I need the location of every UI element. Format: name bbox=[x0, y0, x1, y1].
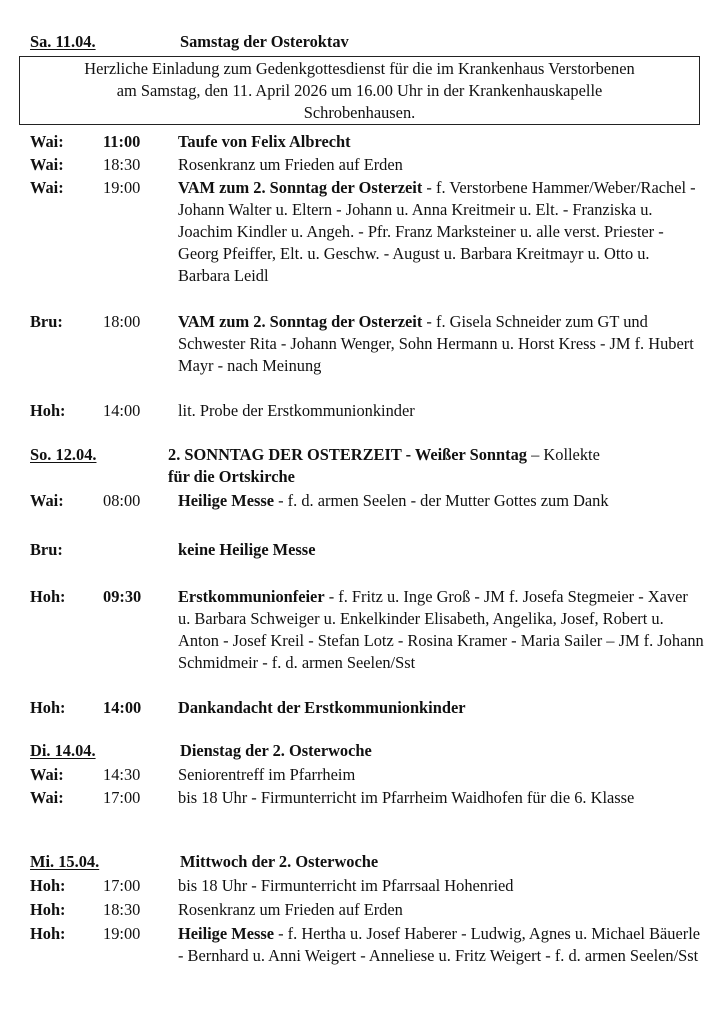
entry-description bbox=[178, 764, 704, 786]
day-header bbox=[30, 740, 700, 762]
day-header bbox=[30, 31, 700, 53]
notice-box bbox=[19, 56, 700, 125]
entry-description bbox=[178, 154, 704, 176]
day-title-line2: für die Ortskirche bbox=[168, 467, 295, 486]
entry-description bbox=[178, 787, 704, 809]
day-title: Dienstag der 2. Osterwoche bbox=[180, 741, 372, 760]
entry-time: 18:00 bbox=[103, 312, 141, 331]
day-header bbox=[30, 444, 700, 488]
entry-description bbox=[178, 697, 704, 719]
entry-title: Taufe von Felix Albrecht bbox=[178, 132, 351, 151]
day-date: Mi. 15.04. bbox=[30, 852, 100, 871]
entry-title: VAM zum 2. Sonntag der Osterzeit bbox=[178, 312, 423, 331]
entry-description bbox=[178, 539, 704, 561]
entry-details: Rosenkranz um Frieden auf Erden bbox=[178, 155, 403, 174]
day-title bbox=[168, 444, 708, 488]
entry-description bbox=[178, 131, 704, 153]
entry-time: 11:00 bbox=[103, 132, 141, 151]
day-title-collection: – Kollekte bbox=[527, 445, 600, 464]
entry-time: 08:00 bbox=[103, 491, 141, 510]
notice-line: Schrobenhausen. bbox=[303, 103, 416, 122]
entry-details: bis 18 Uhr - Firmunterricht im Pfarrheim Waidhofen für die 6. Klasse bbox=[178, 788, 635, 807]
entry-title: VAM zum 2. Sonntag der Osterzeit bbox=[178, 178, 423, 197]
entry-details: Rosenkranz um Frieden auf Erden bbox=[178, 900, 403, 919]
entry-location: Hoh: bbox=[30, 900, 66, 919]
entry-location: Wai: bbox=[30, 155, 64, 174]
day-title: Mittwoch der 2. Osterwoche bbox=[180, 852, 379, 871]
entry-details: - f. d. armen Seelen - der Mutter Gottes zum Dank bbox=[274, 491, 609, 510]
entry-title: Heilige Messe bbox=[178, 924, 275, 943]
entry-title: Dankandacht der Erstkommunionkinder bbox=[178, 698, 466, 717]
entry-details: - f. Gisela Schneider zum GT und Schwester Rita - Johann Wenger, Sohn Hermann u. Horst Kress - JM f. Hubert Mayr - nach Meinung bbox=[178, 312, 694, 375]
day-header bbox=[30, 851, 700, 873]
entry-description bbox=[178, 311, 704, 377]
notice-line: Herzliche Einladung zum Gedenkgottesdienst für die im Krankenhaus Verstorbenen bbox=[84, 59, 635, 78]
entry-location: Wai: bbox=[30, 178, 64, 197]
day-title: Samstag der Osteroktav bbox=[180, 32, 349, 51]
entry-location: Hoh: bbox=[30, 401, 66, 420]
entry-time: 19:00 bbox=[103, 924, 141, 943]
entry-details: - f. Verstorbene Hammer/Weber/Rachel - Johann Walter u. Eltern - Johann u. Anna Kreitmeir u. Elt. - Franziska u. Joachim Kindler u. Angeh. - Pfr. Franz Marksteiner u. alle verst. Priester - Georg Pfeiffer, Elt. u. Geschw. - August u. Barbara Kreitmayr u. Otto u. Barbara Leidl bbox=[178, 178, 696, 285]
entry-time: 14:00 bbox=[103, 698, 142, 717]
entry-location: Wai: bbox=[30, 132, 64, 151]
notice-line: am Samstag, den 11. April 2026 um 16.00 Uhr in der Krankenhauskapelle bbox=[116, 81, 603, 100]
entry-description bbox=[178, 875, 704, 897]
entry-location: Wai: bbox=[30, 788, 64, 807]
entry-location: Wai: bbox=[30, 491, 64, 510]
entry-time: 09:30 bbox=[103, 587, 142, 606]
day-title-main: 2. SONNTAG DER OSTERZEIT - Weißer Sonntag bbox=[168, 445, 528, 464]
entry-details: - f. Hertha u. Josef Haberer - Ludwig, Agnes u. Michael Bäuerle - Bernhard u. Anni Weigert - Anneliese u. Fritz Weigert - f. d. armen Seelen/Sst bbox=[178, 924, 701, 965]
entry-location: Hoh: bbox=[30, 698, 66, 717]
entry-location: Bru: bbox=[30, 312, 63, 331]
entry-location: Hoh: bbox=[30, 924, 66, 943]
entry-location: Hoh: bbox=[30, 876, 66, 895]
entry-location: Bru: bbox=[30, 540, 63, 559]
entry-time: 19:00 bbox=[103, 178, 141, 197]
entry-time: 18:30 bbox=[103, 900, 141, 919]
entry-time: 17:00 bbox=[103, 876, 141, 895]
entry-details: Seniorentreff im Pfarrheim bbox=[178, 765, 356, 784]
entry-title: Erstkommunionfeier bbox=[178, 587, 325, 606]
entry-description bbox=[178, 490, 704, 512]
day-date: Di. 14.04. bbox=[30, 741, 96, 760]
entry-details: bis 18 Uhr - Firmunterricht im Pfarrsaal Hohenried bbox=[178, 876, 514, 895]
entry-description bbox=[178, 586, 704, 674]
day-date: So. 12.04. bbox=[30, 445, 97, 464]
entry-details: - f. Fritz u. Inge Groß - JM f. Josefa Stegmeier - Xaver u. Barbara Schweiger u. Enkelkinder Elisabeth, Angelika, Josef, Robert u. Anton - Josef Kreil - Stefan Lotz - Rosina Kramer - Maria Sailer – JM f. Johann Schmidmeir - f. d. armen Seelen/Sst bbox=[178, 587, 704, 672]
entry-description bbox=[178, 400, 704, 422]
entry-time: 17:00 bbox=[103, 788, 141, 807]
entry-title: keine Heilige Messe bbox=[178, 540, 316, 559]
entry-title: Heilige Messe bbox=[178, 491, 275, 510]
entry-description bbox=[178, 899, 704, 921]
entry-description bbox=[178, 923, 704, 967]
entry-location: Hoh: bbox=[30, 587, 66, 606]
entry-description bbox=[178, 177, 704, 287]
entry-time: 18:30 bbox=[103, 155, 141, 174]
entry-details: lit. Probe der Erstkommunionkinder bbox=[178, 401, 415, 420]
entry-time: 14:00 bbox=[103, 401, 141, 420]
entry-time: 14:30 bbox=[103, 765, 141, 784]
day-date: Sa. 11.04. bbox=[30, 32, 96, 51]
entry-location: Wai: bbox=[30, 765, 64, 784]
